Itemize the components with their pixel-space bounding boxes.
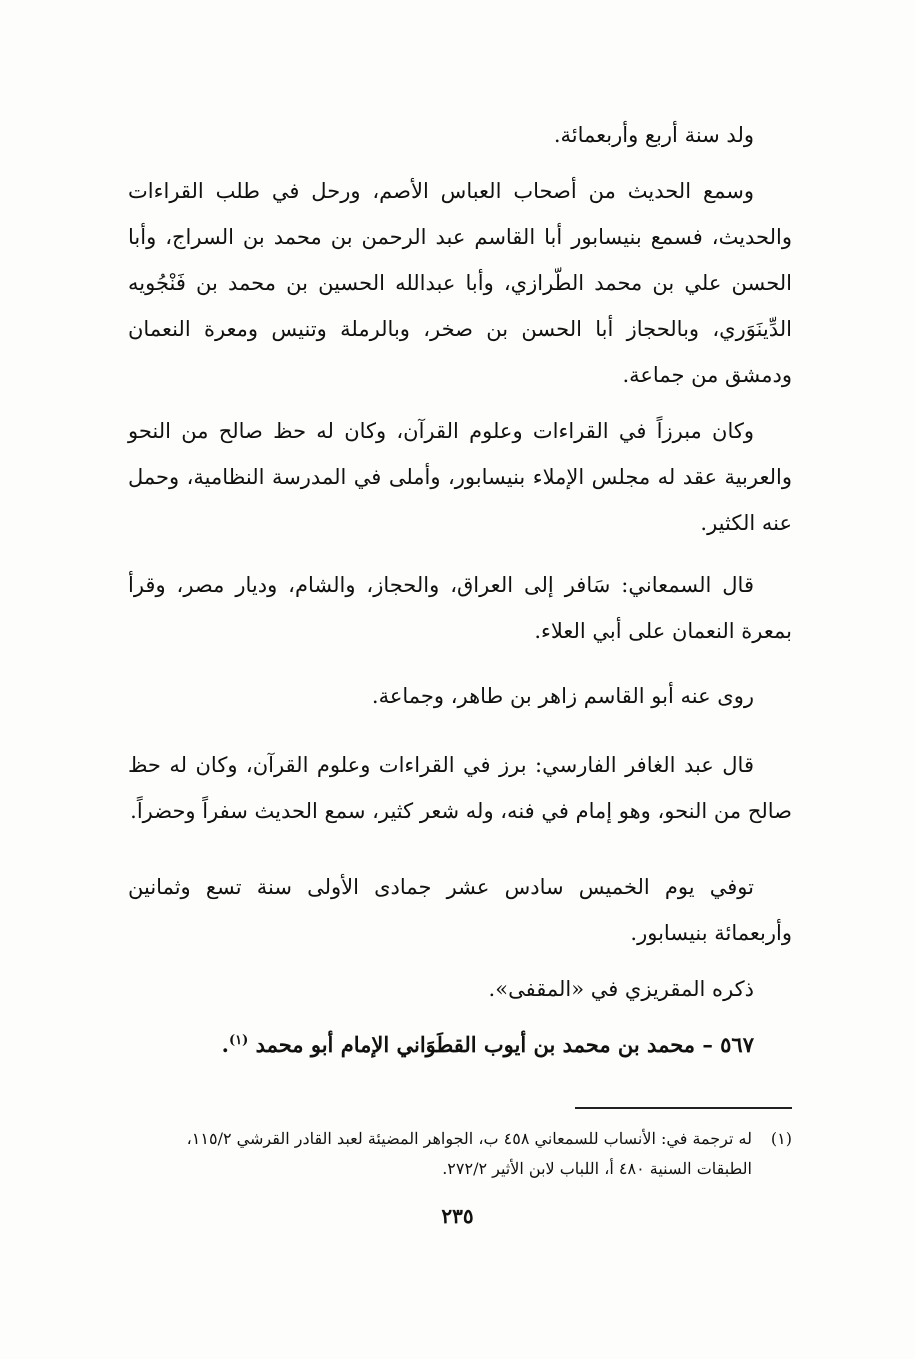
footnote-text: له ترجمة في: الأنساب للسمعاني ٤٥٨ ب، الجواهر المضيئة لعبد القادر القرشي ١١٥/٢، الطبقات السنية ٤٨٠ أ، اللباب لابن الأثير ٢٧٢/٢. — [186, 1129, 752, 1178]
entry-heading — [128, 1022, 792, 1068]
footnote-reference: (١) — [228, 1033, 249, 1048]
paragraph-text: وكان مبرزاً في القراءات وعلوم القرآن، وكان له حظ صالح من النحو والعربية عقد له مجلس الإملاء بنيسابور، وأملى في المدرسة النظامية، وحمل عنه الكثير. — [128, 419, 792, 535]
entry-number: ٥٦٧ — [720, 1032, 754, 1057]
footnote-marker: (١) — [770, 1129, 792, 1148]
paragraph-maqrizi — [128, 966, 792, 1012]
footnotes — [128, 1124, 792, 1184]
paragraph-birth — [128, 112, 792, 158]
paragraph-text: وسمع الحديث من أصحاب العباس الأصم، ورحل في طلب القراءات والحديث، فسمع بنيسابور أبا القاسم عبد الرحمن بن محمد بن السراج، وأبا الحسن علي بن محمد الطّرازي، وأبا عبدالله الحسين بن محمد بن فَنْجُويه الدِّينَوَري، وبالحجاز أبا الحسن بن صخر، وبالرملة وتنيس ومعرة النعمان ودمشق من جماعة. — [128, 179, 792, 387]
entry-dash: – — [702, 1032, 713, 1057]
paragraph-text: روى عنه أبو القاسم زاهر بن طاهر، وجماعة. — [371, 684, 754, 708]
paragraph-hearing — [128, 168, 792, 398]
footnote-separator — [575, 1107, 792, 1109]
page-number: ٢٣٥ — [441, 1204, 474, 1228]
entry-name: محمد بن محمد بن أيوب القطَوَاني الإمام أبو محمد — [255, 1032, 696, 1057]
paragraph-text: توفي يوم الخميس سادس عشر جمادى الأولى سنة تسع وثمانين وأربعمائة بنيسابور. — [128, 875, 792, 945]
paragraph-abd-al-ghafir — [128, 742, 792, 834]
paragraph-text: قال السمعاني: سَافر إلى العراق، والحجاز، والشام، وديار مصر، وقرأ بمعرة النعمان على أبي العلاء. — [128, 573, 792, 643]
entry-end: . — [221, 1032, 229, 1057]
paragraph-death — [128, 864, 792, 956]
footnote-item — [128, 1124, 792, 1184]
paragraph-narrators — [128, 673, 792, 719]
paragraph-samani — [128, 562, 792, 654]
paragraph-text: قال عبد الغافر الفارسي: برز في القراءات وعلوم القرآن، وكان له حظ صالح من النحو، وهو إمام في فنه، وله شعر كثير، سمع الحديث سفراً وحضراً. — [128, 753, 792, 823]
paragraph-text: ولد سنة أربع وأربعمائة. — [553, 123, 754, 147]
paragraph-text: ذكره المقريزي في «المقفى». — [488, 977, 754, 1001]
paragraph-excellence — [128, 408, 792, 546]
